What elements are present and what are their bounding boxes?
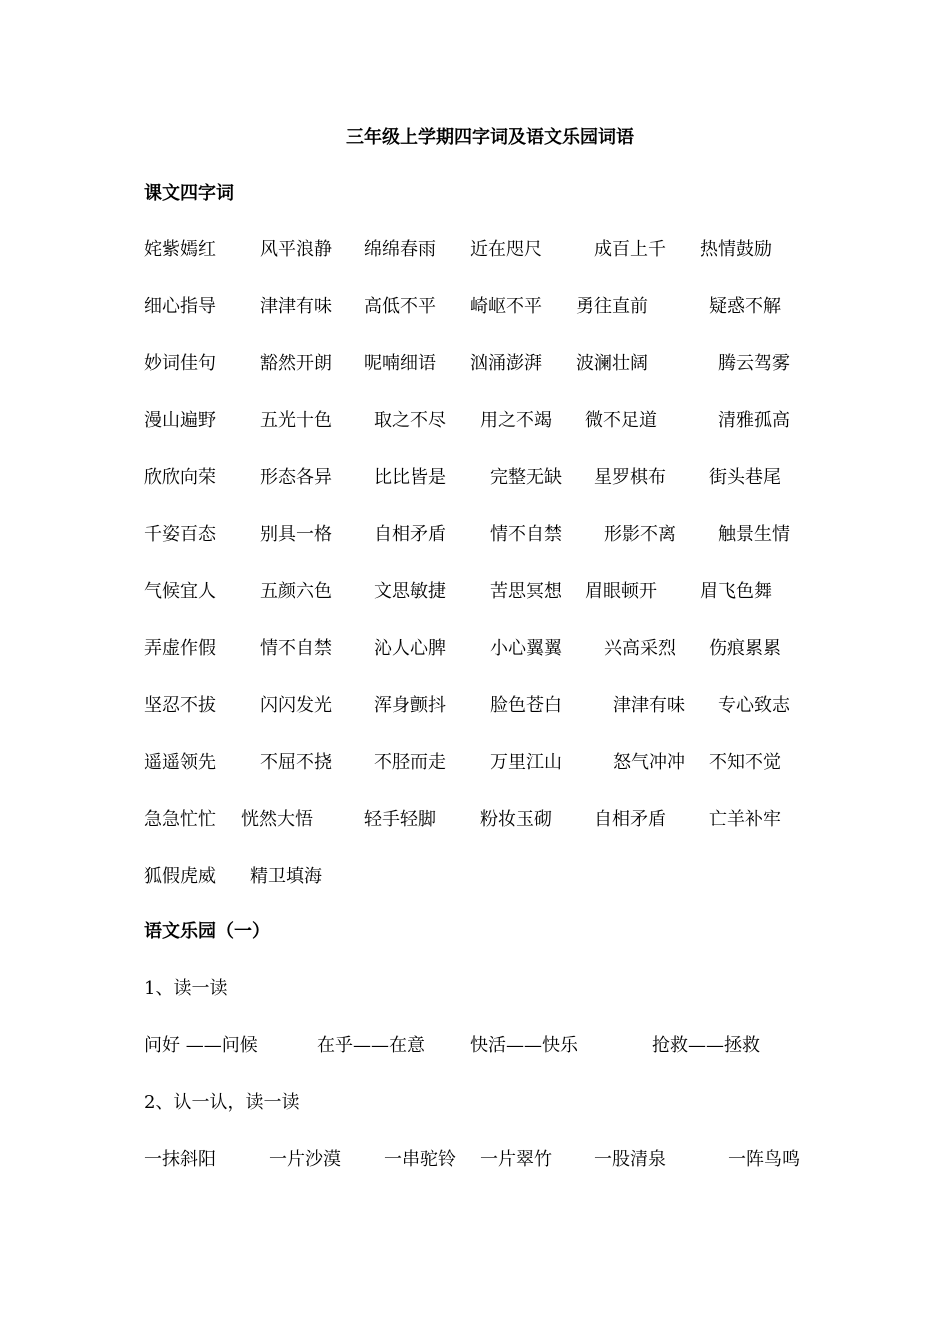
idiom: 用之不竭 xyxy=(480,410,552,431)
idiom: 五颜六色 xyxy=(260,581,332,602)
word-pair-row xyxy=(0,1032,950,1060)
synonym-pair: 问好 ——问候 xyxy=(144,1035,258,1056)
phrase: 一阵鸟鸣 xyxy=(728,1149,800,1170)
idiom: 触景生情 xyxy=(718,524,790,545)
word-row xyxy=(0,806,950,834)
phrase: 一片沙漠 xyxy=(269,1149,341,1170)
idiom: 风平浪静 xyxy=(260,239,332,260)
idiom: 绵绵春雨 xyxy=(364,239,436,260)
idiom: 腾云驾雾 xyxy=(718,353,790,374)
idiom: 恍然大悟 xyxy=(241,809,313,830)
idiom: 苦思冥想 xyxy=(490,581,562,602)
idiom: 不屈不挠 xyxy=(260,752,332,773)
idiom: 自相矛盾 xyxy=(594,809,666,830)
idiom: 不知不觉 xyxy=(709,752,781,773)
idiom: 成百上千 xyxy=(594,239,666,260)
idiom: 亡羊补牢 xyxy=(709,809,781,830)
idiom: 街头巷尾 xyxy=(709,467,781,488)
idiom: 热情鼓励 xyxy=(700,239,772,260)
phrase: 一抹斜阳 xyxy=(144,1149,216,1170)
phrase: 一股清泉 xyxy=(594,1149,666,1170)
idiom: 近在咫尺 xyxy=(470,239,542,260)
word-row xyxy=(0,863,950,891)
idiom: 勇往直前 xyxy=(576,296,648,317)
idiom: 文思敏捷 xyxy=(374,581,446,602)
idiom: 遥遥领先 xyxy=(144,752,216,773)
idiom: 急急忙忙 xyxy=(144,809,216,830)
idiom: 弄虚作假 xyxy=(144,638,216,659)
idiom: 情不自禁 xyxy=(490,524,562,545)
idiom: 形影不离 xyxy=(604,524,676,545)
word-row xyxy=(0,578,950,606)
word-row xyxy=(0,407,950,435)
idiom: 豁然开朗 xyxy=(260,353,332,374)
idiom: 崎岖不平 xyxy=(470,296,542,317)
item-label-read: 1、读一读 xyxy=(144,978,228,999)
idiom: 清雅孤高 xyxy=(718,410,790,431)
idiom: 汹涌澎湃 xyxy=(470,353,542,374)
idiom: 别具一格 xyxy=(260,524,332,545)
word-row xyxy=(0,521,950,549)
idiom: 细心指导 xyxy=(144,296,216,317)
idiom: 兴高采烈 xyxy=(604,638,676,659)
idiom: 津津有味 xyxy=(613,695,685,716)
idiom: 伤痕累累 xyxy=(709,638,781,659)
idiom: 自相矛盾 xyxy=(374,524,446,545)
idiom: 疑惑不解 xyxy=(709,296,781,317)
idiom: 轻手轻脚 xyxy=(364,809,436,830)
idiom: 眉眼顿开 xyxy=(585,581,657,602)
idiom: 取之不尽 xyxy=(374,410,446,431)
word-row xyxy=(0,293,950,321)
idiom: 漫山遍野 xyxy=(144,410,216,431)
idiom: 闪闪发光 xyxy=(260,695,332,716)
idiom: 怒气冲冲 xyxy=(613,752,685,773)
phrase: 一片翠竹 xyxy=(480,1149,552,1170)
idiom: 情不自禁 xyxy=(260,638,332,659)
idiom: 专心致志 xyxy=(718,695,790,716)
idiom: 眉飞色舞 xyxy=(700,581,772,602)
idiom: 沁人心脾 xyxy=(374,638,446,659)
idiom: 妙词佳句 xyxy=(144,353,216,374)
word-row xyxy=(0,749,950,777)
idiom: 精卫填海 xyxy=(250,866,322,887)
idiom: 津津有味 xyxy=(260,296,332,317)
item-label-recognize-read: 2、认一认，读一读 xyxy=(144,1092,300,1113)
idiom: 姹紫嫣红 xyxy=(144,239,216,260)
idiom: 浑身颤抖 xyxy=(374,695,446,716)
idiom: 形态各异 xyxy=(260,467,332,488)
section-heading-text-idioms: 课文四字词 xyxy=(144,183,234,204)
idiom: 粉妆玉砌 xyxy=(480,809,552,830)
word-row xyxy=(0,236,950,264)
page-title: 三年级上学期四字词及语文乐园词语 xyxy=(346,127,634,148)
synonym-pair: 快活——快乐 xyxy=(470,1035,578,1056)
idiom: 欣欣向荣 xyxy=(144,467,216,488)
idiom: 微不足道 xyxy=(585,410,657,431)
idiom: 狐假虎威 xyxy=(144,866,216,887)
idiom: 波澜壮阔 xyxy=(576,353,648,374)
word-row xyxy=(0,635,950,663)
idiom: 五光十色 xyxy=(260,410,332,431)
idiom: 星罗棋布 xyxy=(594,467,666,488)
idiom: 千姿百态 xyxy=(144,524,216,545)
idiom: 比比皆是 xyxy=(374,467,446,488)
idiom: 脸色苍白 xyxy=(490,695,562,716)
word-row xyxy=(0,692,950,720)
synonym-pair: 抢救——拯救 xyxy=(652,1035,760,1056)
idiom: 坚忍不拔 xyxy=(144,695,216,716)
idiom: 高低不平 xyxy=(364,296,436,317)
idiom: 不胫而走 xyxy=(374,752,446,773)
idiom: 完整无缺 xyxy=(490,467,562,488)
phrase: 一串驼铃 xyxy=(384,1149,456,1170)
idiom: 万里江山 xyxy=(490,752,562,773)
section-heading-chinese-garden: 语文乐园（一） xyxy=(144,921,270,942)
idiom: 小心翼翼 xyxy=(490,638,562,659)
idiom: 呢喃细语 xyxy=(364,353,436,374)
word-row xyxy=(0,464,950,492)
synonym-pair: 在乎——在意 xyxy=(317,1035,425,1056)
phrase-row xyxy=(0,1146,950,1174)
word-row xyxy=(0,350,950,378)
idiom: 气候宜人 xyxy=(144,581,216,602)
